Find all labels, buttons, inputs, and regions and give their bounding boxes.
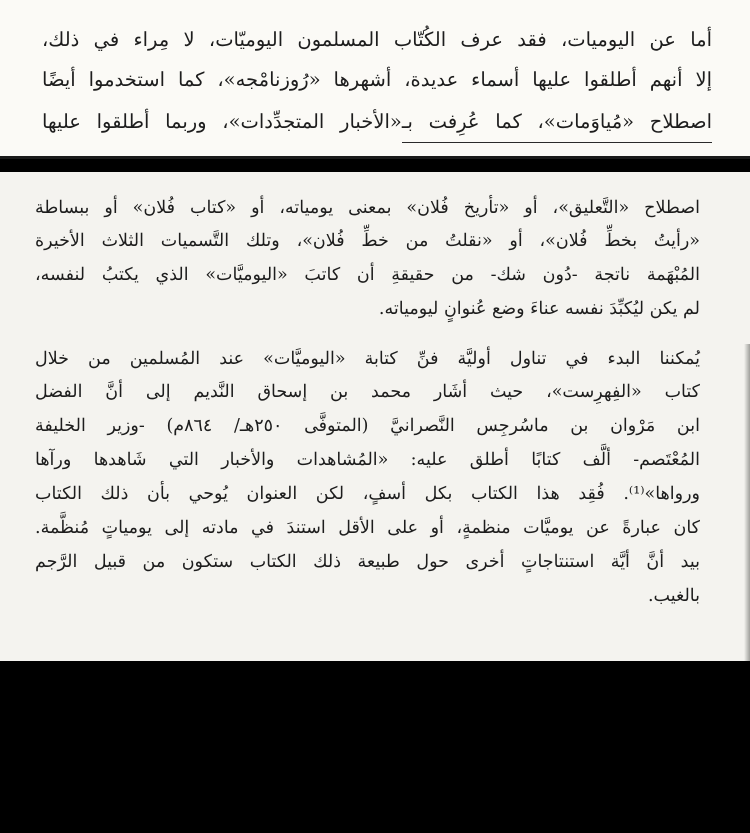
text-line: ابن مَرْوان بن ماسُرجِس النَّصرانيَّ (المتوفَّى ٢٥٠هـ/ ٨٦٤م) -وزير الخليفة <box>35 416 700 436</box>
top-page-excerpt <box>0 0 750 159</box>
text-line: لم يكن ليُكبِّدَ نفسه عناءَ وضع عُنوانٍ ليومياته. <box>378 299 700 319</box>
text-line: أما عن اليوميات، فقد عرف الكُتّاب المسلمون اليوميّات، لا مِراء في ذلك، <box>42 28 712 51</box>
text-line: المُعْتَصم- ألَّف كتابًا أطلق عليه: «المُشاهدات والأخبار التي شَاهدها ورآها <box>35 450 700 470</box>
page-gap <box>0 159 750 172</box>
text-line: «رأيتُ بخطِّ فُلان»، أو «نقلتُ من خطِّ فُلان»، وتلك التَّسميات الثلاث الأخيرة <box>35 231 700 251</box>
bottom-page-excerpt <box>0 172 750 661</box>
text-line: اصطلاح «التَّعليق»، أو «تأريخ فُلان» بمعنى يومياته، أو «كتاب فُلان» أو ببساطة <box>35 198 700 218</box>
text-line: كان عبارةً عن يوميَّات منظمةٍ، أو على الأقل استندَ في مادته إلى يومياتٍ مُنظَّمة. <box>35 518 700 538</box>
text-line: كتاب «الفِهرِست»، حيث أشَار محمد بن إسحاق النَّديم إلى أنَّ الفضل <box>35 382 700 402</box>
highlight-underline <box>402 142 712 143</box>
text-line: يُمكننا البدء في تناول أوليَّة فنِّ كتابة «اليوميَّات» عند المُسلمين من خلال <box>35 349 700 369</box>
page-edge-shadow <box>744 344 750 833</box>
text-line: ورواها»⁽¹⁾. فُقِد هذا الكتاب بكل أسفٍ، لكن العنوان يُوحي بأن ذلك الكتاب <box>35 484 700 504</box>
text-line: المُبْهَمة ناتجة -دُون شك- من حقيقةِ أن كاتبَ «اليوميَّات» الذي يكتبُ لنفسه، <box>35 265 700 285</box>
text-line: إلا أنهم أطلقوا عليها أسماء عديدة، أشهرها «رُوزنامْجه»، كما استخدموا أيضًا <box>42 68 712 91</box>
text-line: بالغيب. <box>647 586 700 606</box>
text-line: اصطلاح «مُياوَمات»، كما عُرِفت بـ«الأخبار المتجدِّدات»، وربما أطلقوا عليها <box>42 110 712 133</box>
text-line: بيد أنَّ أيَّة استنتاجاتٍ أخرى حول طبيعة ذلك الكتاب ستكون من قبيل الرَّجم <box>35 552 700 572</box>
